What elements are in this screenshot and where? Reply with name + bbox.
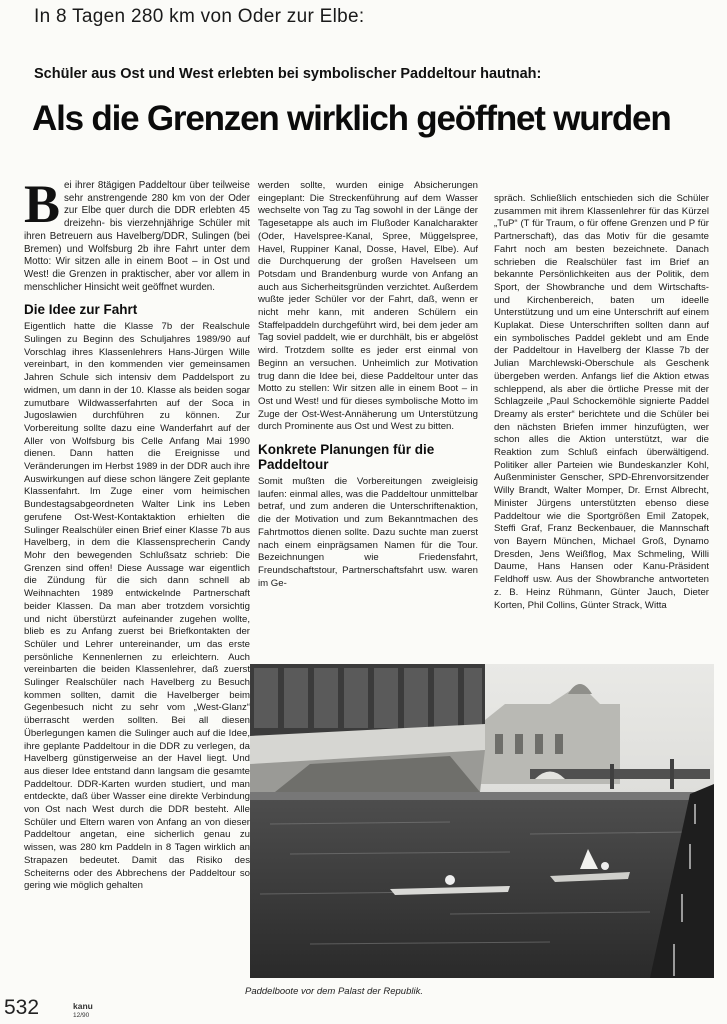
photo-caption: Paddelboote vor dem Palast der Republik. — [245, 986, 423, 997]
magazine-name: kanu — [73, 1001, 93, 1011]
photo-river-palace-icon — [250, 664, 714, 978]
body-paragraph: spräch. Schließlich entschieden sich die Schüler zusammen mit ihrem Klassenlehrer für das Kürzel „TuP“ (T für Traum, o für offene Grenzen und P für Partnerschaft), das das Motiv für die gesamte Fahrt noch am besten bezeichnete. Danach schrieben die Realschüler fast im Brief an bekannte Persönlichkeiten aus der Politik, dem Sport, der Showbranche und dem Wirtschafts- und Kirchenbereich, baten um ideelle Unterstützung und um eine Unterschrift auf einem Kuplakat. Diese Unterschriften sollten dann auf ein symbolisches Paddel geklebt und am Ende der Paddeltour in Havelberg der Klasse 7b der Julian Marchlewski-Oberschule als Geschenk übergeben werden. Anfangs lief die Aktion etwas schleppend, als aber die örtliche Presse mit der Schlagzeile „Paul Schockemöhle signierte Paddel Dreamy als erster“ berichtete und die Schüler bei den nächsten Briefen immer hinzufügten, wer schon alles die Aktion unterstützt, war die Reaktion zum Schluß einfach überwältigend. Politiker aller Parteien wie Bundeskanzler Kohl, Außenminister Genscher, SPD-Ehrenvorsitzender Willy Brandt, Walter Momper, Dr. Ernst Albrecht, Minister Jürgens unterstützten ebenso diese Paddeltour wie die Sportgrößen Emil Zatopek, Steffi Graf, Franz Beckenbauer, die Mannschaft von Bayern München, Michael Groß, Dynamo Dresden, Jens Weißflog, Max Schmeling, Willi Daume, Hans Hansen oder Kanu-Präsident Feldhoff usw. Aus der Showbranche antworteten z. B. Heinz Rühmann, Günter Jauch, Dieter Korten, Phil Collins, Günter Strack, Witta — [494, 193, 709, 611]
page-number: 532 — [4, 996, 40, 1019]
drop-cap: B — [24, 180, 61, 234]
section-heading-planning: Konkrete Planungen für die Paddeltour — [258, 442, 435, 473]
article-column-3 — [494, 193, 709, 663]
magazine-issue: 12/90 — [73, 1012, 90, 1019]
section-heading-idea: Die Idee zur Fahrt — [24, 302, 138, 318]
article-photo — [250, 664, 714, 978]
body-paragraph: werden sollte, wurden einige Absicherungen eingeplant: Die Streckenführung auf dem Wasser wechselte von Tag zu Tag sowohl in der Länge der Tagesetappe als auch im Flußoder Kanalcharakter (Oder, Havelspree-Kanal, Spree, Müggelspree, Havel, Ruppiner Kanal, Dosse, Havel, Elbe). Auf die Durchquerung der großen Havelseen um Potsdam und Brandenburg wurde von Anfang an auch aus Sicherheitsgründen verzichtet. Außerdem wußte jeder Schüler vor der Fahrt, daß, wenn er nicht mehr kann, mit anderen Schülern ein Staffelpaddeln durchgeführt wird, bei dem jeder am Tag soviel paddelt, wie er durchhält, bis er abgelöst wird. Trotzdem sollte es jeder erst einmal von Beginn an versuchen. Unheimlich zur Motivation trug dann die Idee bei, diese Paddeltour unter das Motto zu stellen: Wir sitzen alle in einem Boot – in Ost und West! und für dieses symbolische Motto im Zuge der Ost-West-Annäherung um Unterstützung durch Prominente aus Ost und West zu bitten. — [258, 180, 478, 433]
magazine-logo — [73, 1002, 93, 1020]
page-title: Als die Grenzen wirklich geöffnet wurden — [32, 99, 671, 138]
kicker-line: In 8 Tagen 280 km von Oder zur Elbe: — [34, 6, 365, 27]
body-paragraph: Somit mußten die Vorbereitungen zweigleisig laufen: einmal alles, was die Paddeltour unmittelbar betraf, und zum anderen die Unterschriftenaktion, die der Motivation und zum Bekanntmachen des Fahrtmottos dienen sollte. Dazu suchte man zuerst nach einem einprägsamen Namen für die Tour. Bezeichnungen wie Friedensfahrt, Freundschaftstour, Partnerschaftsfahrt usw. waren im Ge- — [258, 476, 478, 589]
lead-paragraph — [24, 180, 250, 294]
subheadline: Schüler aus Ost und West erlebten bei symbolischer Paddeltour hautnah: — [34, 66, 542, 82]
article-column-2 — [258, 180, 478, 660]
body-paragraph: Eigentlich hatte die Klasse 7b der Realschule Sulingen zu Beginn des Schuljahres 1989/90 auf Vorschlag ihres Klassenlehrers Hans-Jürgen Wille vereinbart, in den kommenden vier gemeinsamen Jahren Schule sich intensiv dem Paddelsport zu widmen, um dann in der 10. Klasse als beiden sogar zumutbare Wildwasserfahrten auf der Soca in Jugoslawien durchführen zu können. Zur Vorbereitung sollte dazu eine Wanderfahrt auf der Aller von Wolfsburg bis Celle Anfang Mai 1990 dienen. Dann hatten die Ereignisse und Veränderungen im Herbst 1989 in der DDR auch ihre Auswirkungen auf diese schon längere Zeit geplante Klassenfahrt. Im Zuge einer vom heimischen Bundestagsabgeordneten Walter Link ins Leben gerufene Ost-West-Kontaktaktion erhielten die Sulinger Realschüler einen Brief einer Klasse 7b aus Havelberg, in dem die Klassensprecherin Candy Mohr den bewegenden Schlußsatz schrieb: Die Grenzen sind offen! Diese Aussage war eigentlich die Zündung für die sich dann schnell ab Weihnachten 1989 entwickelnde Partnerschaft beider Klassen. Da man aber trotzdem vorsichtig und nicht überstürzt aufeinander zugehen wollte, blieb es zu Anfang zuerst bei Briefkontakten der Schüler und Lehrer untereinander, um das erste persönliche Kennenlernen zu erleichtern. Auch vereinbarten die beiden Klassenlehrer, daß zuerst Sulinger Realschüler nach Havelberg zu Besuch kommen sollten, damit die Havelberger beim Gegenbesuch nicht zu sehr vom „West-Glanz“ überrascht werden sollten. Bei all diesen Überlegungen kamen die Sulinger auch auf die Idee, ihre geplante Paddeltour in die DDR zu verlegen, da Havelberg günstigerweise an der Havel liegt. Und aus dieser Idee entstand dann langsam die gesamte Paddeltour. DDR-Karten wurden studiert, und man entdeckte, daß über Wasser eine direkte Verbindung von Ost nach West durch die DDR besteht. Alle Schüler und Eltern waren von Anfang an von dieser Paddeltour angetan, eine sicherlich genau zu wissen, was 280 km Paddeln in 8 Tagen wirklich an Strapazen bedeutet. Damit das Risiko des Scheiterns oder des Abbrechens der Paddeltour so gering wie möglich gehalten — [24, 321, 250, 892]
article-column-1 — [24, 180, 250, 980]
lead-text: ei ihrer 8tägigen Paddeltour über teilweise sehr anstrengende 280 km von der Oder zur Elbe quer durch die DDR erlebten 45 dreizehn- bis vierzehnjährige Schüler mit ihren Betreuern aus Havelberg/DDR, Sulingen (bei Bremen) und Wolfsburg 2b ihre Fahrt unter dem Motto: Wir sitzen alle in einem Boot – in Ost und West! die Grenzen in praktischer, aber vor allem in menschlicher Hinsicht weit geöffnet wurden. — [24, 180, 250, 293]
